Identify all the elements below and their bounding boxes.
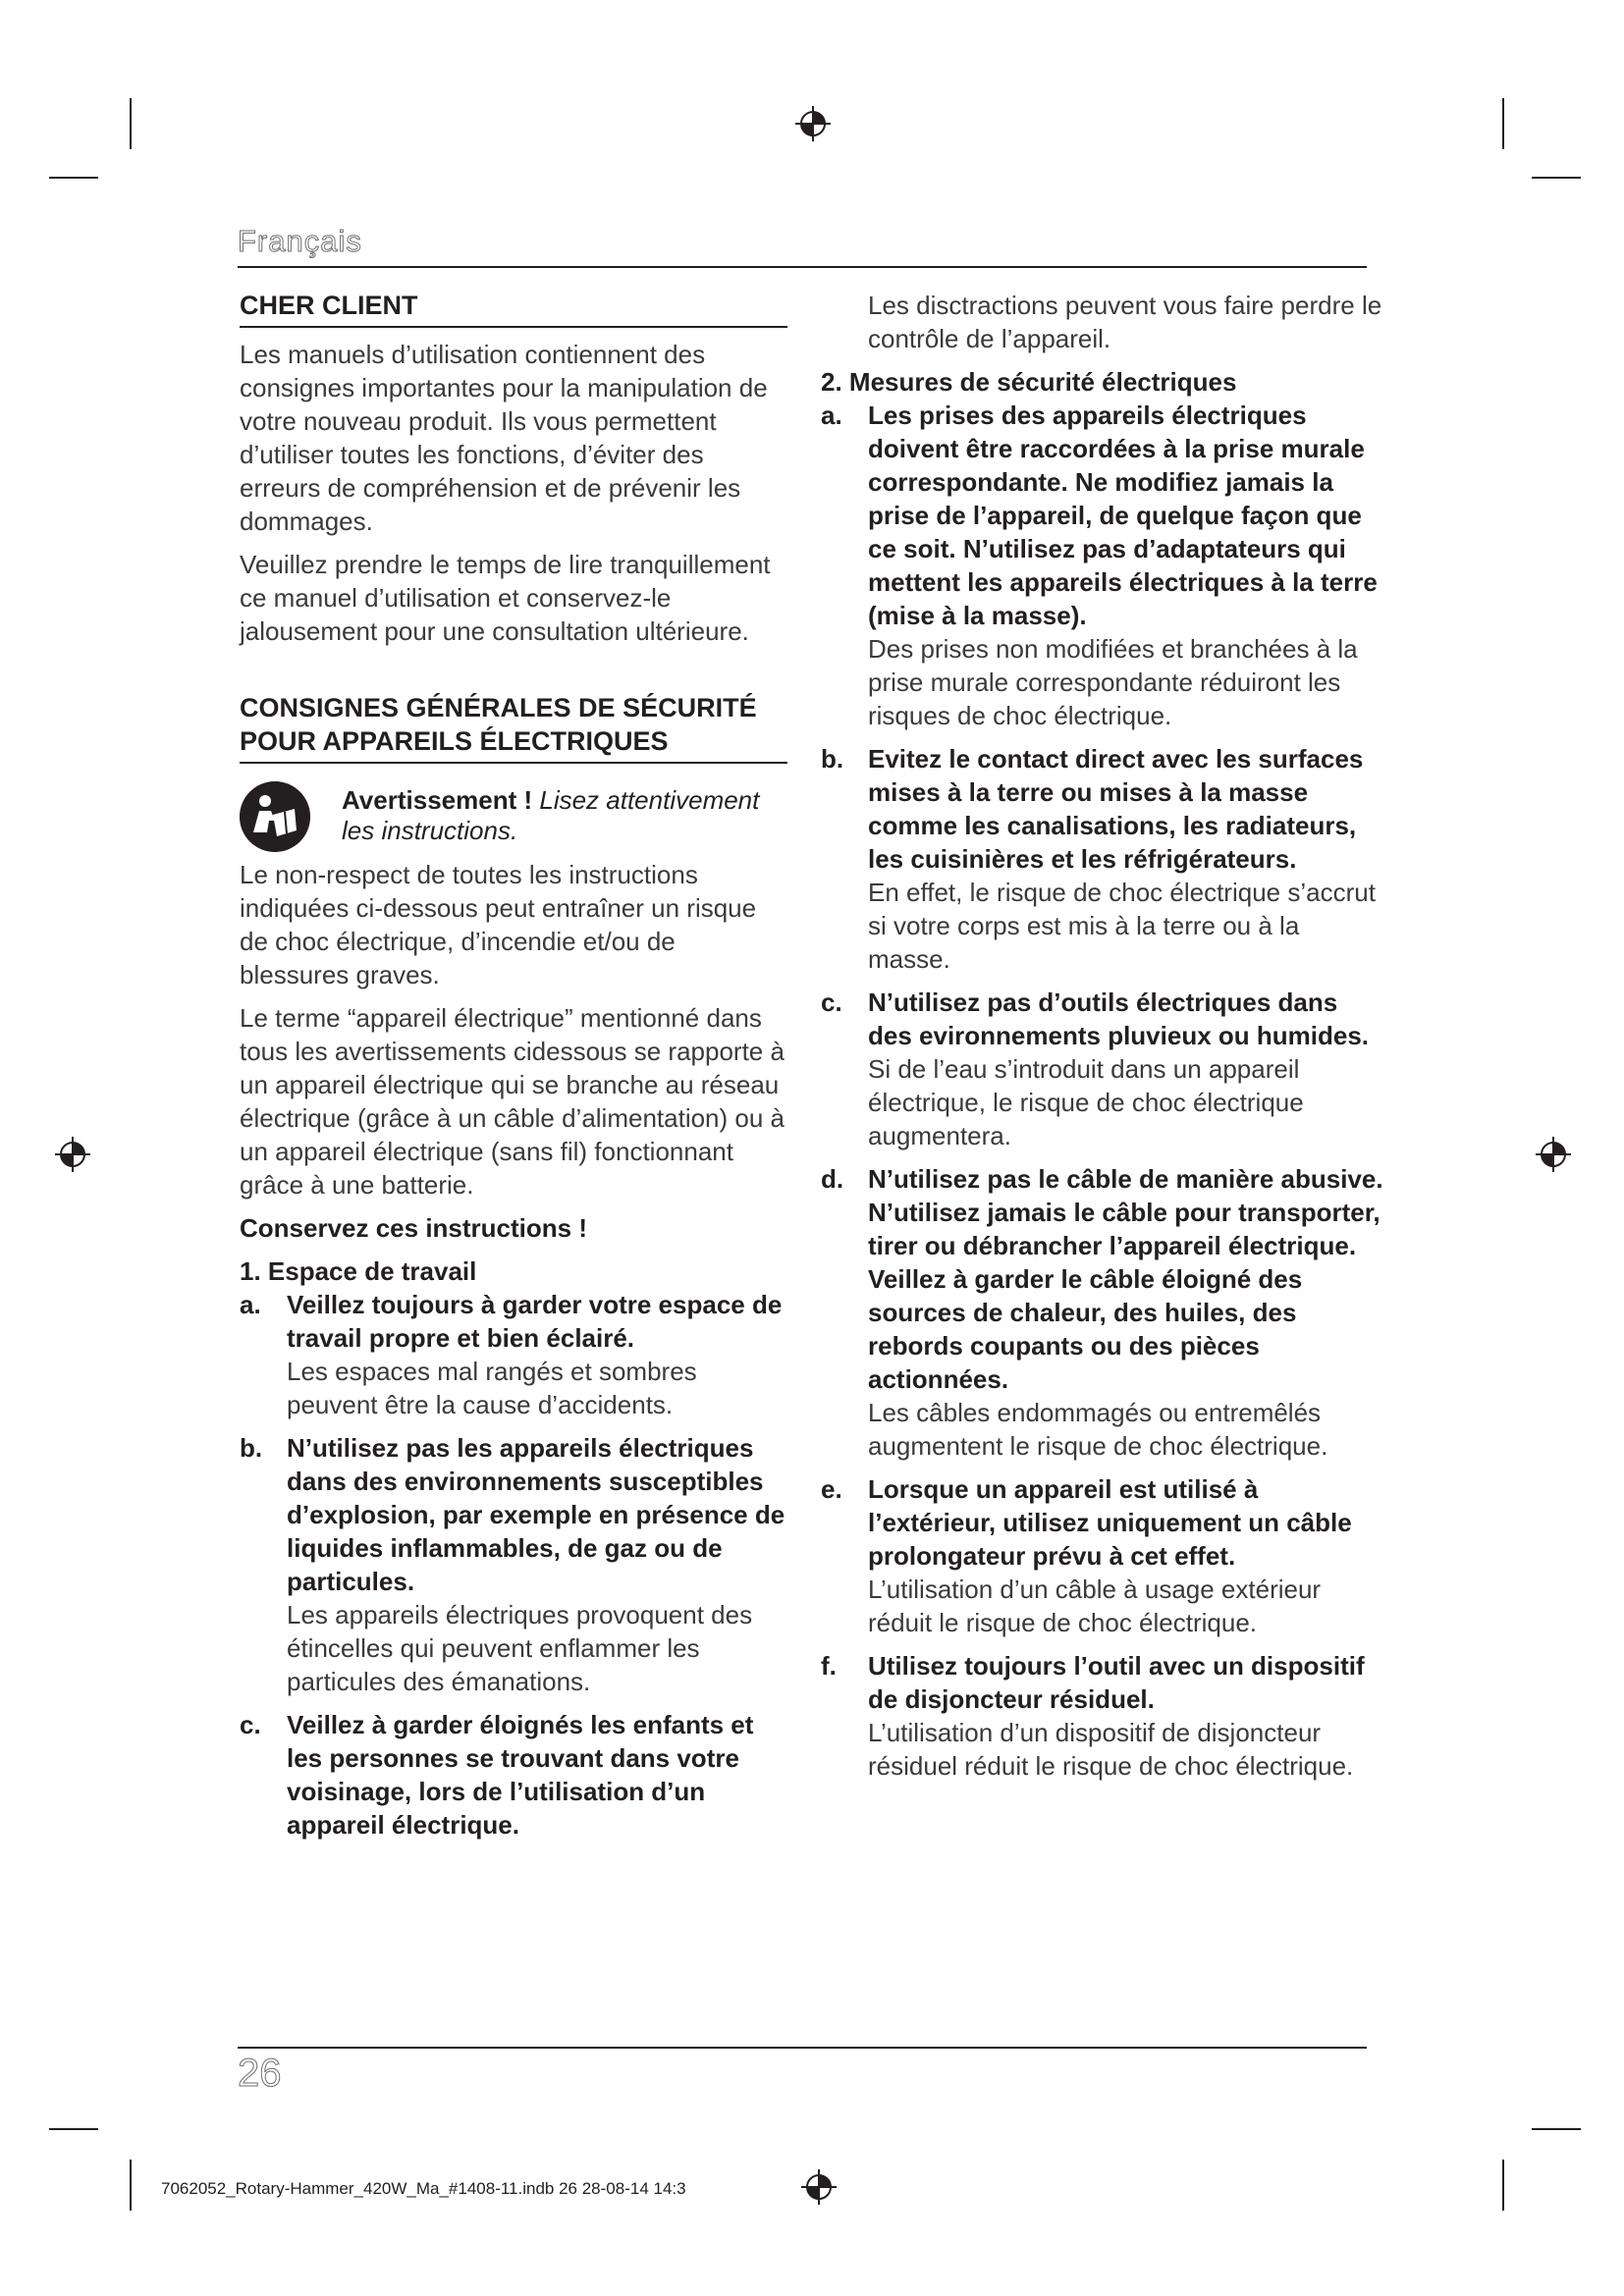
crop-mark-top-left-vertical <box>130 98 132 149</box>
registration-mark-bottom-icon <box>799 2167 839 2207</box>
item-title: N’utilisez pas le câble de manière abusive. N’utilisez jamais le câble pour transporter, tirer ou débrancher l’appareil électrique. Veillez à garder le câble éloigné des sources de chaleur, des huiles, des rebords coupants ou des pièces actionnées. <box>868 1164 1383 1394</box>
page-number: 26 <box>238 2052 282 2095</box>
footer-rule <box>238 2047 1367 2049</box>
item-title: Les prises des appareils électriques doivent être raccordées à la prise murale correspondante. Ne modifiez jamais la prise de l’appareil, de quelque façon que ce soit. N’utilisez pas d’adaptateurs qui mettent les appareils électriques à la terre (mise à la masse). <box>868 400 1378 630</box>
item-description: Si de l’eau s’introduit dans un appareil électrique, le risque de choc électrique augmentera. <box>868 1054 1304 1150</box>
registration-mark-left-icon <box>53 1135 92 1174</box>
warning-bold: Avertissement ! <box>342 785 533 815</box>
crop-mark-bottom-left-horizontal <box>49 2128 98 2130</box>
safety-heading: CONSIGNES GÉNÉRALES DE SÉCURITÉ POUR APPAREILS ÉLECTRIQUES <box>240 691 787 764</box>
list-item <box>821 399 1388 632</box>
crop-mark-top-left-horizontal <box>49 177 98 179</box>
warning-paragraph-2: Le terme “appareil électrique” mentionné dans tous les avertissements cidessous se rapporte à un appareil électrique qui se branche au réseau électrique (grâce à un câble d’alimentation) ou à un appareil électrique (sans fil) fonctionnant grâce à une batterie. <box>240 1003 785 1200</box>
warning-italic: Lisez attentivement les instructions. <box>342 785 760 845</box>
list-item <box>821 1472 1388 1573</box>
item-description: L’utilisation d’un dispositif de disjoncteur résiduel réduit le risque de choc électrique. <box>868 1718 1354 1781</box>
dear-customer-heading: CHER CLIENT <box>240 289 787 328</box>
item-title: Utilisez toujours l’outil avec un dispositif de disjoncteur résiduel. <box>868 1651 1365 1714</box>
item-marker: b. <box>240 1433 263 1463</box>
item-title: N’utilisez pas d’outils électriques dans des evironnements pluvieux ou humides. <box>868 988 1370 1050</box>
item-description: Des prises non modifiées et branchées à la prise murale correspondante réduiront les risques de choc électrique. <box>868 634 1358 730</box>
item-marker: b. <box>821 744 844 774</box>
list-item <box>821 1162 1388 1396</box>
item-description: L’utilisation d’un câble à usage extérieur réduit le risque de choc électrique. <box>868 1575 1322 1637</box>
continued-description: Les disctractions peuvent vous faire perdre le contrôle de l’appareil. <box>868 291 1382 353</box>
warning-paragraph-1: Le non-respect de toutes les instructions indiquées ci-dessous peut entraîner un risque de choc électrique, d’incendie et/ou de blessures graves. <box>240 860 757 989</box>
item-title: Veillez à garder éloignés les enfants et les personnes se trouvant dans votre voisinage, lors de l’utilisation d’un appareil électrique. <box>287 1710 754 1840</box>
item-marker: d. <box>821 1164 844 1194</box>
crop-mark-bottom-right-horizontal <box>1532 2128 1581 2130</box>
list-item <box>240 1288 787 1355</box>
keep-instructions: Conservez ces instructions ! <box>240 1213 587 1243</box>
item-title: Lorsque un appareil est utilisé à l’extérieur, utilisez uniquement un câble prolongateur prévu à cet effet. <box>868 1474 1352 1571</box>
item-title: Veillez toujours à garder votre espace de travail propre et bien éclairé. <box>287 1290 783 1353</box>
item-title: N’utilisez pas les appareils électriques dans des environnements susceptibles d’explosion, par exemple en présence de liquides inflammables, de gaz ou de particules. <box>287 1433 785 1596</box>
list-item <box>240 1431 787 1598</box>
intro-paragraph-2: Veuillez prendre le temps de lire tranquillement ce manuel d’utilisation et conservez-le jalousement pour une consultation ultérieure. <box>240 550 771 646</box>
read-manual-icon <box>240 781 310 852</box>
registration-mark-right-icon <box>1534 1135 1573 1174</box>
crop-mark-top-right-vertical <box>1502 98 1504 149</box>
right-column <box>821 289 1388 1783</box>
list-item <box>821 742 1388 876</box>
list-item <box>821 986 1388 1052</box>
item-title: Evitez le contact direct avec les surfaces mises à la terre ou mises à la masse comme les canalisations, les radiateurs, les cuisinières et les réfrigérateurs. <box>868 744 1364 874</box>
item-marker: f. <box>821 1651 837 1681</box>
left-column <box>240 289 787 1842</box>
crop-mark-bottom-left-vertical <box>130 2160 132 2211</box>
header-rule <box>238 266 1367 268</box>
item-marker: a. <box>821 400 842 430</box>
intro-paragraph-1: Les manuels d’utilisation contiennent des consignes importantes pour la manipulation de votre nouveau produit. Ils vous permettent d’utiliser toutes les fonctions, d’éviter des erreurs de compréhension et de prévenir les dommages. <box>240 340 768 536</box>
list-item <box>821 1649 1388 1716</box>
warning-block <box>240 781 787 858</box>
item-marker: a. <box>240 1290 261 1319</box>
registration-mark-top-icon <box>793 104 833 143</box>
item-description: Les espaces mal rangés et sombres peuvent être la cause d’accidents. <box>287 1357 697 1419</box>
print-file-info: 7062052_Rotary-Hammer_420W_Ma_#1408-11.indb 26 28-08-14 14:3 <box>161 2179 686 2198</box>
item-marker: e. <box>821 1474 842 1504</box>
item-description: Les câbles endommagés ou entremêlés augmentent le risque de choc électrique. <box>868 1398 1328 1461</box>
warning-text <box>342 785 793 846</box>
item-marker: c. <box>240 1710 261 1739</box>
item-description: Les appareils électriques provoquent des étincelles qui peuvent enflammer les particules des émanations. <box>287 1600 753 1696</box>
item-description: En effet, le risque de choc électrique s’accrut si votre corps est mis à la terre ou à la masse. <box>868 878 1376 974</box>
item-marker: c. <box>821 988 842 1017</box>
list-item <box>240 1708 787 1842</box>
crop-mark-bottom-right-vertical <box>1502 2160 1504 2211</box>
section-1-title: 1. Espace de travail <box>240 1256 477 1286</box>
section-2-title: 2. Mesures de sécurité électriques <box>821 367 1237 397</box>
language-label: Français <box>238 224 362 258</box>
crop-mark-top-right-horizontal <box>1532 177 1581 179</box>
